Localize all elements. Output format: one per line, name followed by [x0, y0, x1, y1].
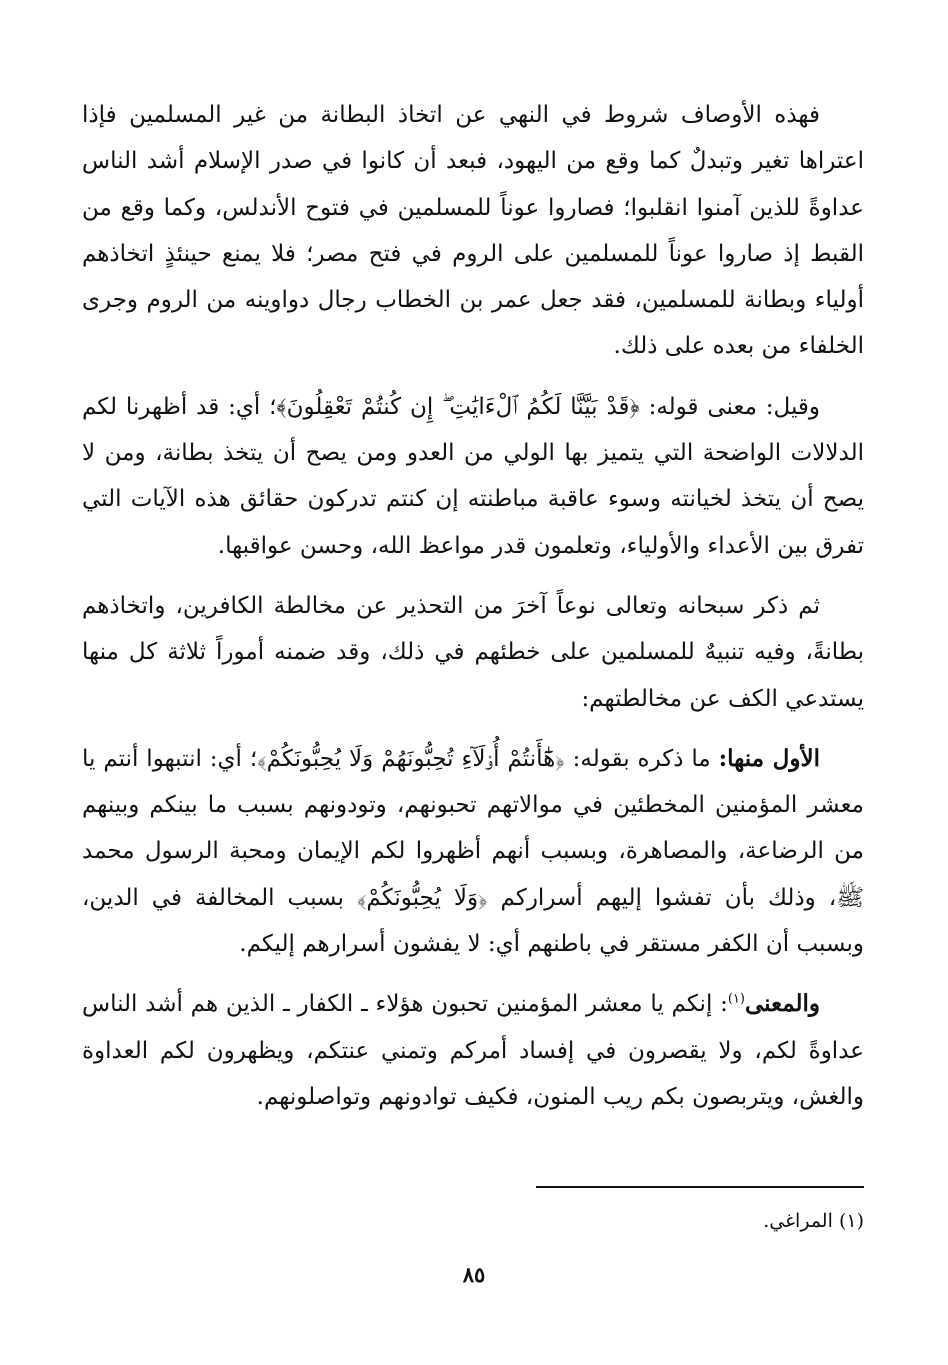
- paragraph-4-lead: الأول منها:: [718, 744, 820, 772]
- footnote-divider: [536, 1186, 864, 1188]
- paragraph-3: ثم ذكر سبحانه وتعالى نوعاً آخرَ من التحذير عن مخالطة الكافرين، واتخاذهم بطانةً، وفيه تنبيهٌ للمسلمين على خطئهم في ذلك، وقد ضمنه أموراً ثلاثة كل منها يستدعي الكف عن مخالطتهم:: [82, 592, 864, 712]
- footnote: [763, 1206, 864, 1236]
- page-body: [82, 92, 864, 1134]
- page-number: ٨٥: [462, 1262, 486, 1287]
- footnote-reference: (١): [727, 991, 745, 1007]
- footnote-text: المراغي.: [763, 1210, 833, 1232]
- paragraph-5-lead: والمعنى: [744, 990, 820, 1018]
- footnote-marker: (١): [838, 1210, 864, 1232]
- paragraph-5-text: : إنكم يا معشر المؤمنين تحبون هؤلاء ـ الكفار ـ الذين هم أشد الناس عداوةً لكم، ولا يقصرون في إفساد أمركم وتمني عنتكم، ويظهرون لكم العداوة والغش، ويتربصون بكم ريب المنون، فكيف توادونهم وتواصلونهم.: [82, 991, 864, 1110]
- paragraph-1: فهذه الأوصاف شروط في النهي عن اتخاذ البطانة من غير المسلمين فإذا اعتراها تغير وتبدلٌ كما وقع من اليهود، فبعد أن كانوا في صدر الإسلام أشد الناس عداوةً للذين آمنوا انقلبوا؛ فصاروا عوناً للمسلمين في فتوح الأندلس، وكما وقع من القبط إذ صاروا عوناً للمسلمين على الروم في فتح مصر؛ فلا يمنع حينئذٍ اتخاذهم أولياء وبطانة للمسلمين، فقد جعل عمر بن الخطاب رجال دواوينه من الروم وجرى الخلفاء من بعده على ذلك.: [82, 102, 864, 360]
- paragraph-2: وقيل: معنى قوله: ﴿قَدْ بَيَّنَّا لَكُمُ ٱلْءَايَٰتِ ۖ إِن كُنتُمْ تَعْقِلُونَ﴾؛ أي: قد أظهرنا لكم الدلالات الواضحة التي يتميز بها الولي من العدو ومن يصح أن يتخذ بطانة، ومن لا يصح أن يتخذ لخيانته وسوء عاقبة مباطنته إن كنتم تدركون حقائق هذه الآيات التي تفرق بين الأعداء والأولياء، وتعلمون قدر مواعظ الله، وحسن عواقبها.: [82, 393, 864, 559]
- paragraph-4: [82, 736, 864, 967]
- paragraph-4-text: ما ذكره بقوله: ﴿هَٰٓأَنتُمْ أُو۟لَآءِ تُحِبُّونَهُمْ وَلَا يُحِبُّونَكُمْ﴾؛ أي: انتبهوا أنتم يا معشر المؤمنين المخطئين في موالاتهم تحبونهم، وتودونهم بسبب ما بينكم وبينهم من الرضاعة، والمصاهرة، وبسبب أنهم أظهروا لكم الإيمان ومحبة الرسول محمد ﷺ، وذلك بأن تفشوا إليهم أسراركم ﴿وَلَا يُحِبُّونَكُمْ﴾ بسبب المخالفة في الدين، وبسبب أن الكفر مستقر في باطنهم أي: لا يفشون أسرارهم إليكم.: [82, 745, 864, 958]
- paragraph-5: [82, 981, 864, 1120]
